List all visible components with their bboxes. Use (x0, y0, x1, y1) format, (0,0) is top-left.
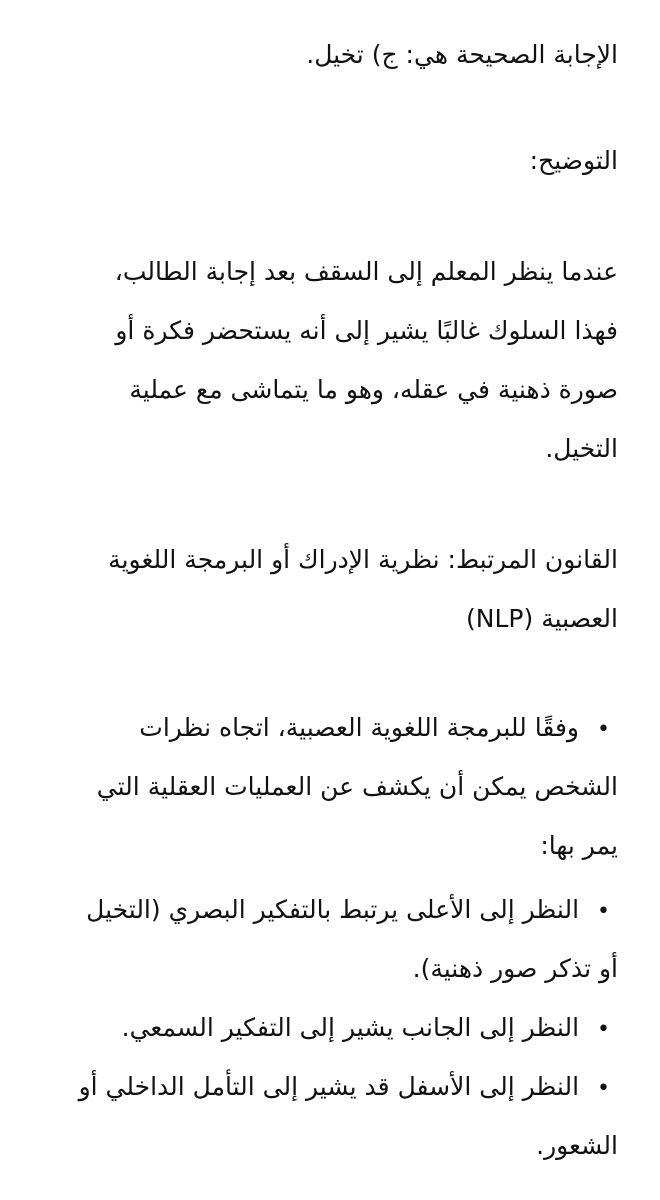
bullet-2-line-1 (86, 895, 618, 924)
answer-line (306, 40, 618, 69)
bullet-marker: • (597, 1076, 610, 1101)
explanation-line-3: صورة ذهنية في عقله، وهو ما يتماشى مع عملية (129, 375, 618, 404)
bullet-4-line-1 (79, 1072, 618, 1101)
bullet-text: وفقًا للبرمجة اللغوية العصبية، اتجاه نظرات (139, 713, 580, 742)
bullet-text: النظر إلى الأعلى يرتبط بالتفكير البصري (التخيل (86, 895, 580, 924)
bullet-1-line-1 (139, 713, 618, 742)
bullet-1-line-3: يمر بها: (540, 831, 618, 860)
explanation-line-4: التخيل. (545, 434, 618, 463)
answer-text: الإجابة الصحيحة هي: ج) تخيل. (306, 40, 618, 69)
bullet-marker: • (597, 717, 610, 742)
bullet-marker: • (597, 1017, 610, 1042)
explanation-line-1: عندما ينظر المعلم إلى السقف بعد إجابة الطالب، (114, 257, 618, 286)
explanation-heading: التوضيح: (529, 146, 618, 175)
bullet-1-line-2: الشخص يمكن أن يكشف عن العمليات العقلية التي (96, 772, 618, 801)
related-law-line-1: القانون المرتبط: نظرية الإدراك أو البرمجة اللغوية (108, 545, 618, 574)
related-law-line-2: العصبية (NLP) (466, 604, 618, 633)
bullet-3-line-1 (122, 1013, 618, 1042)
bullet-2-line-2: أو تذكر صور ذهنية). (412, 954, 618, 983)
bullet-marker: • (597, 899, 610, 924)
bullet-4-line-2: الشعور. (536, 1131, 618, 1160)
bullet-text: النظر إلى الأسفل قد يشير إلى التأمل الداخلي أو (78, 1072, 580, 1101)
explanation-line-2: فهذا السلوك غالبًا يشير إلى أنه يستحضر فكرة أو (115, 316, 618, 345)
bullet-text: النظر إلى الجانب يشير إلى التفكير السمعي. (121, 1013, 580, 1042)
